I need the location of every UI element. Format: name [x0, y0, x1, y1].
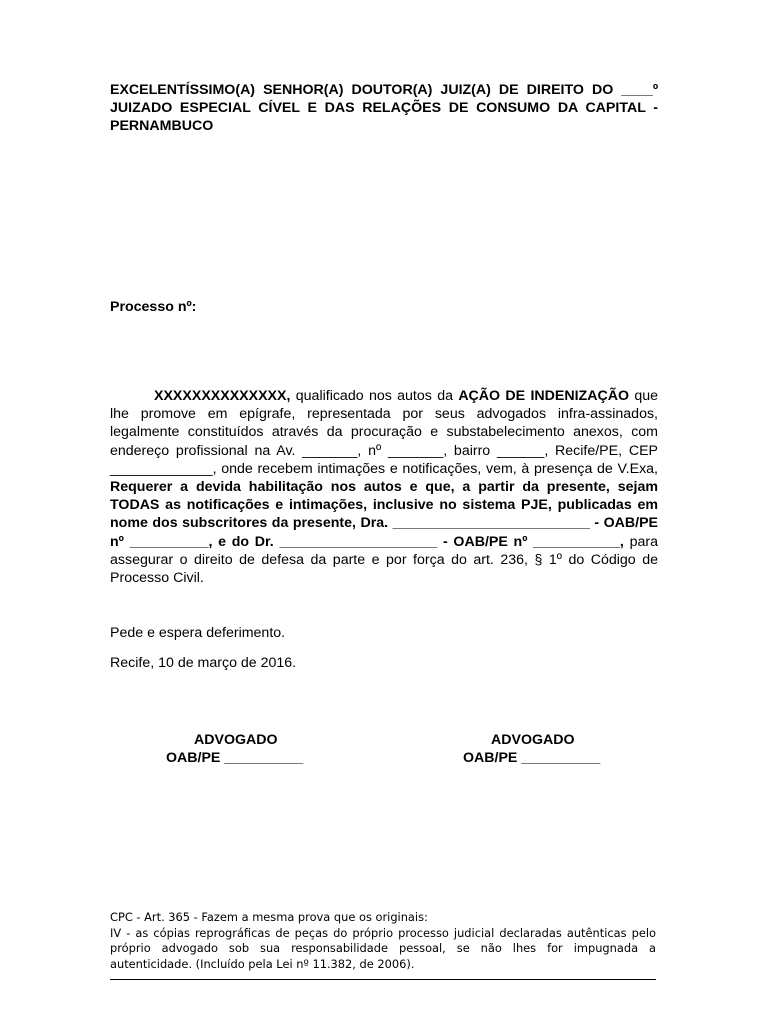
- party-name: XXXXXXXXXXXXXX,: [154, 388, 291, 404]
- processo-label: Processo nº:: [110, 299, 197, 315]
- body-part-3: para assegurar o direito de defesa da parte e por força do art. 236, § 1º do Código de Processo Civil.: [110, 533, 658, 587]
- signature-oab: OAB/PE __________: [463, 750, 601, 766]
- footer-note: [110, 910, 656, 972]
- signature-role: ADVOGADO: [491, 732, 575, 748]
- body-part-2: que lhe promove em epígrafe, representada por seus advogados infra-assinados, legalmente constituídos através da procuração e substabelecimento anexos, com endereço profissional na Av. _______, nº _______, bairro ______, Recife/PE, CEP _____________, onde recebem intimações e notificações, vem, à presença de V.Exa,: [110, 388, 659, 477]
- action-name: AÇÃO DE INDENIZAÇÃO: [458, 388, 629, 404]
- petition-body: [110, 387, 658, 587]
- court-heading: EXCELENTÍSSIMO(A) SENHOR(A) DOUTOR(A) JUIZ(A) DE DIREITO DO ____º JUIZADO ESPECIAL CÍVEL E DAS RELAÇÕES DE CONSUMO DA CAPITAL - PERNAMBUCO: [110, 82, 658, 134]
- body-part-1: qualificado nos autos da: [290, 388, 459, 404]
- signature-block-right: [432, 731, 632, 767]
- date-line: Recife, 10 de março de 2016.: [110, 655, 297, 671]
- footer-text: IV - as cópias reprográficas de peças do próprio processo judicial declaradas autênticas pelo próprio advogado sob sua responsabilidade pessoal, se não lhes for impugnada a autenticidade. (Incluído pela Lei nº 11.382, de 2006).: [110, 925, 656, 971]
- signature-block-left: [134, 731, 334, 767]
- footer-title: CPC - Art. 365 - Fazem a mesma prova que os originais:: [110, 910, 428, 924]
- signature-role: ADVOGADO: [194, 732, 278, 748]
- closing-line: Pede e espera deferimento.: [110, 625, 286, 641]
- signature-oab: OAB/PE __________: [166, 750, 304, 766]
- request-text: Requerer a devida habilitação nos autos e que, a partir da presente, sejam TODAS as notificações e intimações, inclusive no sistema PJE, publicadas em nome dos subscritores da presente, Dra. _________________________ - OAB/PE nº __________, e do Dr. ____________________ - OAB/PE nº ___________,: [110, 479, 658, 550]
- footer-divider: [110, 979, 656, 980]
